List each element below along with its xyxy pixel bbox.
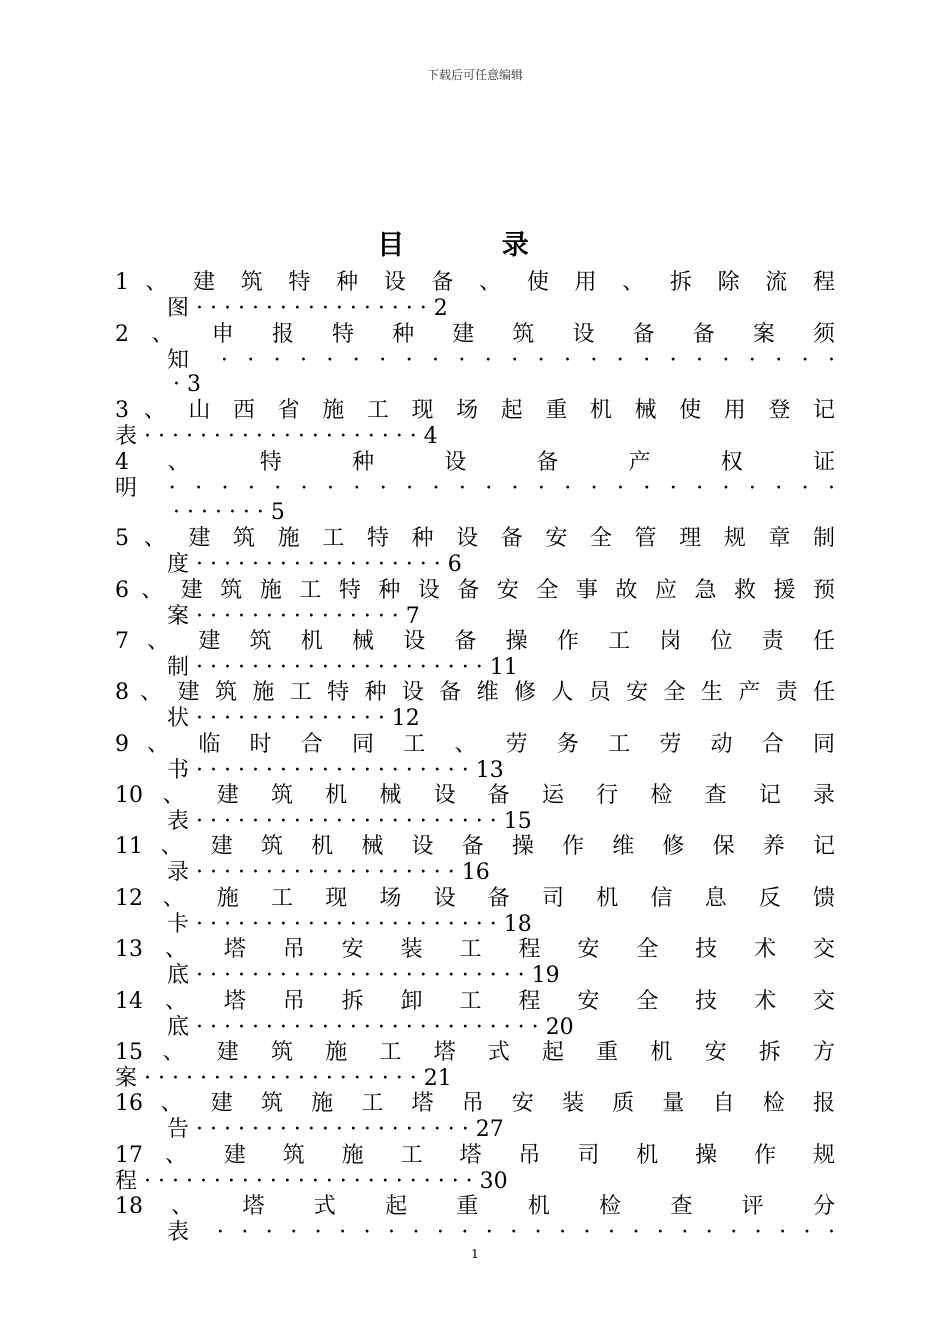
toc-entry-3-line-2[interactable]: 表 · · · · · · · · · · · · · · · · · · · · 4 — [115, 424, 438, 449]
toc-entry-2-line-2[interactable]: 知 · · · · · · · · · · · · · · · · · · · · · · · · — [167, 348, 835, 373]
toc-entry-8-line-1[interactable]: 8 、 建 筑 施 工 特 种 设 备 维 修 人 员 安 全 生 产 责 任 — [115, 680, 835, 705]
toc-entry-9-line-1[interactable]: 9 、 临 时 合 同 工 、 劳 务 工 劳 动 合 同 — [115, 732, 835, 757]
toc-entry-13-line-1[interactable]: 13 、 塔 吊 安 装 工 程 安 全 技 术 交 — [115, 937, 835, 962]
toc-entry-18-line-2[interactable]: 表 · · · · · · · · · · · · · · · · · · · · · · · · · · — [167, 1220, 835, 1245]
toc-entry-5-line-2[interactable]: 度 · · · · · · · · · · · · · · · · · · 6 — [167, 552, 462, 577]
toc-entry-12-line-2[interactable]: 卡 · · · · · · · · · · · · · · · · · · · · · · 18 — [167, 912, 532, 937]
toc-entry-8-line-2[interactable]: 状 · · · · · · · · · · · · · · 12 — [167, 706, 420, 731]
toc-entry-2-line-1[interactable]: 2 、 申 报 特 种 建 筑 设 备 备 案 须 — [115, 322, 835, 347]
toc-entry-18-line-1[interactable]: 18 、 塔 式 起 重 机 检 查 评 分 — [115, 1194, 835, 1219]
toc-entry-4-line-1[interactable]: 4 、 特 种 设 备 产 权 证 — [115, 450, 835, 475]
toc-entry-16-line-1[interactable]: 16 、 建 筑 施 工 塔 吊 安 装 质 量 自 检 报 — [115, 1091, 835, 1116]
toc-entry-6-line-1[interactable]: 6 、 建 筑 施 工 特 种 设 备 安 全 事 故 应 急 救 援 预 — [115, 578, 835, 603]
toc-entry-11-line-1[interactable]: 11 、 建 筑 机 械 设 备 操 作 维 修 保 养 记 — [115, 834, 835, 859]
page-header: 下载后可任意编辑 — [426, 68, 523, 82]
toc-entry-7-line-2[interactable]: 制 · · · · · · · · · · · · · · · · · · · · · 11 — [167, 655, 518, 680]
toc-entry-15-line-1[interactable]: 15 、 建 筑 施 工 塔 式 起 重 机 安 拆 方 — [115, 1040, 836, 1065]
toc-entry-12-line-1[interactable]: 12 、 施 工 现 场 设 备 司 机 信 息 反 馈 — [115, 886, 836, 911]
toc-entry-5-line-1[interactable]: 5 、 建 筑 施 工 特 种 设 备 安 全 管 理 规 章 制 — [115, 526, 835, 551]
toc-entry-4-line-2[interactable]: 明 · · · · · · · · · · · · · · · · · · · · · · · · · · — [115, 476, 835, 501]
toc-entry-10-line-1[interactable]: 10 、 建 筑 机 械 设 备 运 行 检 查 记 录 — [115, 783, 836, 808]
toc-entry-11-line-2[interactable]: 录 · · · · · · · · · · · · · · · · · · · 16 — [167, 860, 490, 885]
toc-entry-6-line-2[interactable]: 案 · · · · · · · · · · · · · · · 7 — [167, 604, 420, 629]
toc-entry-16-line-2[interactable]: 告 · · · · · · · · · · · · · · · · · · · · 27 — [167, 1117, 504, 1142]
toc-entry-14-line-2[interactable]: 底 · · · · · · · · · · · · · · · · · · · · · · · · · 20 — [167, 1015, 574, 1040]
toc-entry-3-line-1[interactable]: 3 、 山 西 省 施 工 现 场 起 重 机 械 使 用 登 记 — [115, 398, 835, 423]
toc-entry-13-line-2[interactable]: 底 · · · · · · · · · · · · · · · · · · · · · · · · 19 — [167, 963, 560, 988]
toc-entry-1-line-1[interactable]: 1 、 建 筑 特 种 设 备 、 使 用 、 拆 除 流 程 — [115, 270, 835, 295]
toc-entry-9-line-2[interactable]: 书 · · · · · · · · · · · · · · · · · · · · 13 — [167, 758, 504, 783]
toc-entry-14-line-1[interactable]: 14 、 塔 吊 拆 卸 工 程 安 全 技 术 交 — [115, 989, 835, 1014]
toc-entry-4-line-3[interactable]: · · · · · · · 5 — [173, 500, 285, 525]
toc-entry-15-line-2[interactable]: 案 · · · · · · · · · · · · · · · · · · · · 21 — [115, 1066, 452, 1091]
toc-entry-1-line-2[interactable]: 图 · · · · · · · · · · · · · · · · · 2 — [167, 296, 448, 321]
toc-title: 目 录 — [377, 230, 573, 261]
toc-entry-17-line-1[interactable]: 17 、 建 筑 施 工 塔 吊 司 机 操 作 规 — [115, 1143, 835, 1168]
page-number: 1 — [471, 1247, 479, 1261]
toc-entry-10-line-2[interactable]: 表 · · · · · · · · · · · · · · · · · · · · · · 15 — [167, 809, 532, 834]
toc-entry-7-line-1[interactable]: 7 、 建 筑 机 械 设 备 操 作 工 岗 位 责 任 — [115, 629, 835, 654]
toc-entry-17-line-2[interactable]: 程 · · · · · · · · · · · · · · · · · · · · · · · · 30 — [115, 1169, 508, 1194]
toc-entry-2-line-3[interactable]: · 3 — [173, 372, 201, 397]
